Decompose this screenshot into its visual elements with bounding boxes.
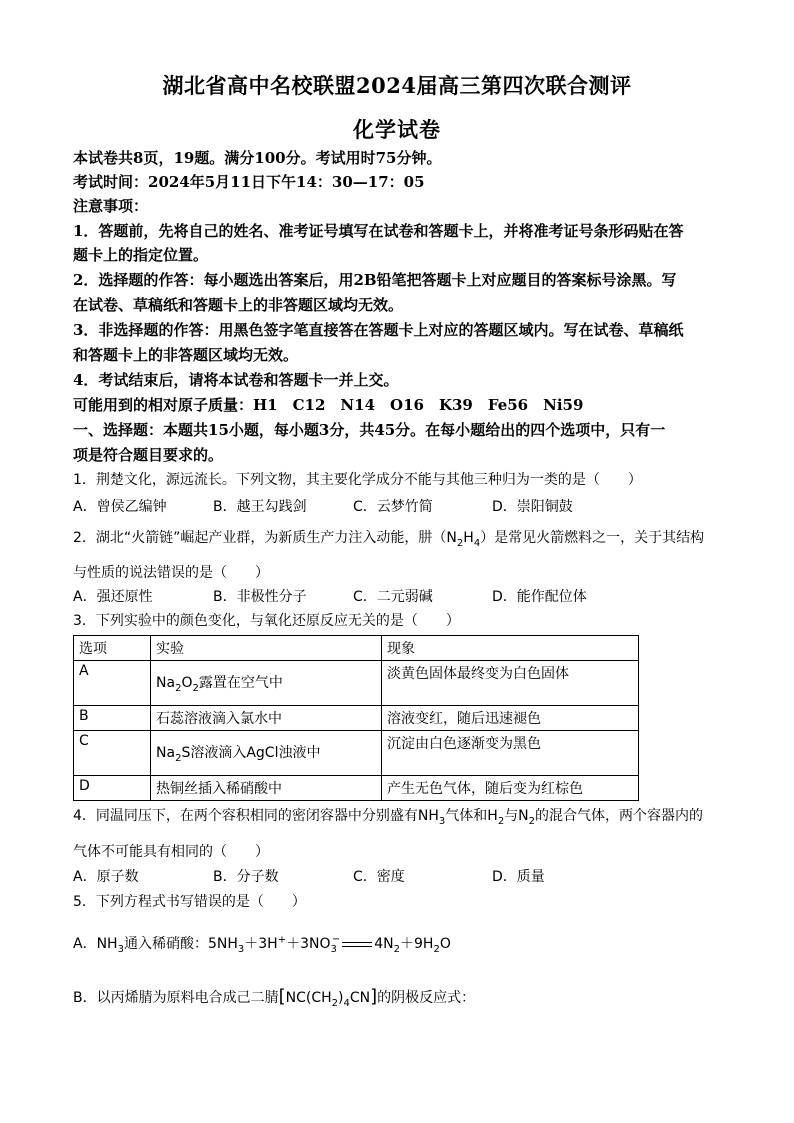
q1-option-a: A．曾侯乙编钟 <box>73 499 167 515</box>
table-cell: C <box>74 731 151 776</box>
info-line-pages: 本试卷共8页，19题。满分100分。考试用时75分钟。 <box>73 149 442 167</box>
q4-option-b: B．分子数 <box>213 869 279 885</box>
question-2-stem: 2．湖北“火箭链”崛起产业群，为新质生产力注入动能，肼$(N_2H_4)$是常见火箭燃料之一，关于其结构 <box>73 530 705 549</box>
table-row <box>74 731 639 776</box>
question-3-table <box>73 635 639 801</box>
q2-option-b: B．非极性分子 <box>213 589 307 605</box>
table-cell: A <box>74 661 151 706</box>
exam-subtitle: 化学试卷 <box>353 117 441 142</box>
question-4-stem: 4．同温同压下，在两个容积相同的密闭容器中分别盛有$NH_3$气体和$H_2$与$N_2$的混合气体，两个容器内的 <box>73 808 704 827</box>
q1-option-c: C．云梦竹简 <box>353 499 433 515</box>
table-cell: $Na_2O_2$露置在空气中 <box>151 661 382 706</box>
table-header: 选项 <box>74 636 151 661</box>
q1-option-d: D．崇阳铜鼓 <box>492 499 573 515</box>
table-header-row <box>74 636 639 661</box>
question-2-stem-cont: 与性质的说法错误的是（ ） <box>73 565 269 581</box>
table-cell: $Na_2S$溶液滴入AgCl浊液中 <box>151 731 382 776</box>
section-heading: 一、选择题：本题共15小题，每小题3分，共45分。在每小题给出的四个选项中，只有一 <box>73 421 666 439</box>
notice-line: 在试卷、草稿纸和答题卡上的非答题区域均无效。 <box>73 296 404 314</box>
q4-option-c: C．密度 <box>353 869 405 885</box>
question-3-stem: 3．下列实验中的颜色变化，与氧化还原反应无关的是（ ） <box>73 613 460 629</box>
table-row <box>74 661 639 706</box>
table-row <box>74 706 639 731</box>
table-cell: 产生无色气体，随后变为红棕色 <box>382 776 639 801</box>
q5-option-a: A．$NH_3$通入稀硝酸：$5NH_3+3H^++3NO_3^-$ $4N_2+9H_2O$ <box>73 934 451 955</box>
table-cell: B <box>74 706 151 731</box>
q4-option-a: A．原子数 <box>73 869 139 885</box>
table-cell: 石蕊溶液滴入氯水中 <box>151 706 382 731</box>
table-cell: 沉淀由白色逐渐变为黑色 <box>382 731 639 776</box>
exam-title: 湖北省高中名校联盟2024届高三第四次联合测评 <box>162 73 632 98</box>
q4-option-d: D．质量 <box>492 869 545 885</box>
table-cell: D <box>74 776 151 801</box>
q2-option-a: A．强还原性 <box>73 589 153 605</box>
table-cell: 淡黄色固体最终变为白色固体 <box>382 661 639 706</box>
notice-heading: 注意事项： <box>73 197 149 215</box>
notice-line: 2．选择题的作答：每小题选出答案后，用2B铅笔把答题卡上对应题目的答案标号涂黑。写 <box>73 271 677 289</box>
notice-line: 和答题卡上的非答题区域均无效。 <box>73 346 299 364</box>
question-4-stem-cont: 气体不可能具有相同的（ ） <box>73 844 269 860</box>
hydrazine-formula: $N_2H_4$ <box>446 530 481 549</box>
q2-option-d: D．能作配位体 <box>492 589 587 605</box>
table-header: 现象 <box>382 636 639 661</box>
info-line-time: 考试时间：2024年5月11日下午14：30—17：05 <box>73 173 425 191</box>
table-cell: 溶液变红，随后迅速褪色 <box>382 706 639 731</box>
q1-option-b: B．越王勾践剑 <box>213 499 307 515</box>
table-cell: 热铜丝插入稀硝酸中 <box>151 776 382 801</box>
notice-line: 题卡上的指定位置。 <box>73 246 209 264</box>
notice-line: 4．考试结束后，请将本试卷和答题卡一并上交。 <box>73 371 399 389</box>
section-heading-cont: 项是符合题目要求的。 <box>73 446 224 464</box>
table-row <box>74 776 639 801</box>
question-1-stem: 1．荆楚文化，源远流长。下列文物，其主要化学成分不能与其他三种归为一类的是（ ） <box>73 472 642 488</box>
table-header: 实验 <box>151 636 382 661</box>
q2-option-c: C．二元弱碱 <box>353 589 433 605</box>
right-bracket: ] <box>370 986 378 1007</box>
notice-line: 3．非选择题的作答：用黑色签字笔直接答在答题卡上对应的答题区域内。写在试卷、草稿纸 <box>73 321 684 339</box>
atomic-masses: 可能用到的相对原子质量：H1 C12 N14 O16 K39 Fe56 Ni59 <box>73 396 584 414</box>
left-bracket: [ <box>278 986 286 1007</box>
question-5-stem: 5．下列方程式书写错误的是（ ） <box>73 894 306 910</box>
notice-line: 1．答题前，先将自己的姓名、准考证号填写在试卷和答题卡上，并将准考证号条形码贴在答 <box>73 222 684 240</box>
q5-option-b: B．以丙烯腈为原料电合成己二腈$[NC(CH_2)_4CN]$的阴极反应式： <box>73 986 476 1009</box>
